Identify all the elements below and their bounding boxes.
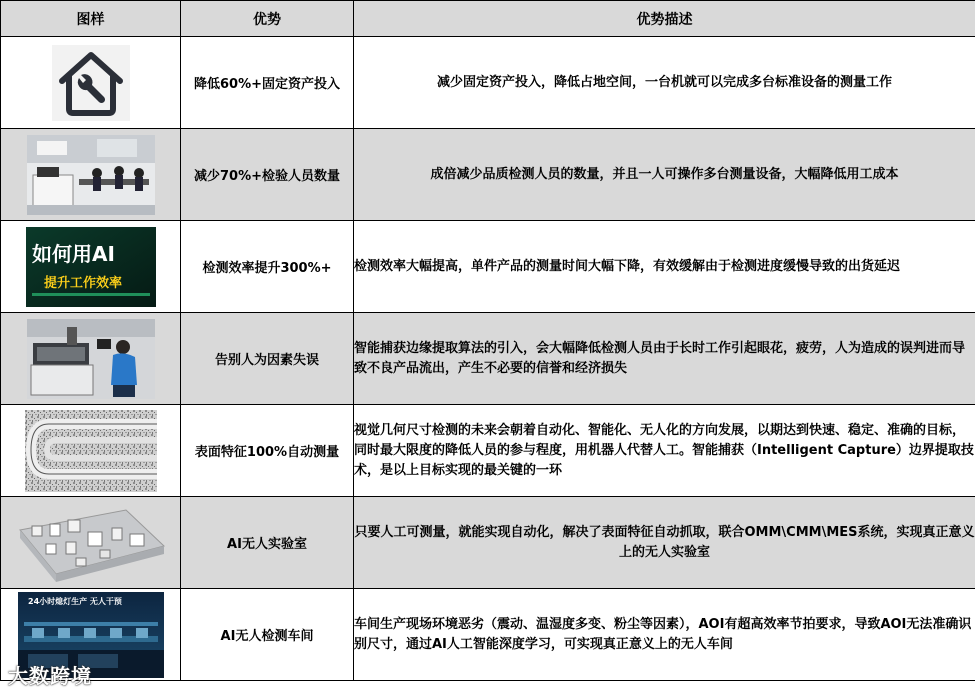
- image-cell: [1, 129, 181, 221]
- header-description: 优势描述: [354, 1, 975, 37]
- description-cell: 车间生产现场环境恶劣（震动、温湿度多变、粉尘等因素），AOI有超高效率节拍要求，导致AOI无法准确识别尺寸，通过AI人工智能深度学习，可实现真正意义上的无人车间: [354, 589, 975, 681]
- image-cell: [1, 313, 181, 405]
- surface-texture-image: [25, 410, 157, 492]
- operator-machine-photo: [27, 319, 155, 399]
- table-row: [1, 129, 975, 221]
- header-image: 图样: [1, 1, 181, 37]
- description-cell: 只要人工可测量，就能实现自动化，解决了表面特征自动抓取，联合OMM\CMM\MES系统，实现真正意义上的无人实验室: [354, 497, 975, 589]
- table-row: [1, 221, 975, 313]
- banner-title: 如何用AI: [31, 241, 115, 266]
- lab-layout-image: [16, 502, 166, 584]
- image-cell: [1, 221, 181, 313]
- description-cell: 视觉几何尺寸检测的未来会朝着自动化、智能化、无人化的方向发展，以期达到快速、稳定、准确的目标，同时最大限度的降低人员的参与程度，用机器人代替人工。智能捕获（Intelligent Capture）边界提取技术，是以上目标实现的最关键的一环: [354, 405, 975, 497]
- watermark-text: 大数跨境: [8, 664, 92, 688]
- advantage-cell: AI无人实验室: [181, 497, 354, 589]
- ai-banner-image: [26, 227, 156, 307]
- banner-subtitle: 提升工作效率: [43, 275, 122, 291]
- image-cell: [1, 497, 181, 589]
- inspection-room-photo: [27, 135, 155, 215]
- advantage-cell: 告别人为因素失误: [181, 313, 354, 405]
- description-cell: 减少固定资产投入，降低占地空间，一台机就可以完成多台标准设备的测量工作: [354, 37, 975, 129]
- advantage-cell: 减少70%+检验人员数量: [181, 129, 354, 221]
- table-row: [1, 589, 975, 681]
- description-cell: 检测效率大幅提高，单件产品的测量时间大幅下降，有效缓解由于检测进度缓慢导致的出货延迟: [354, 221, 975, 313]
- table-row: [1, 37, 975, 129]
- table-row: [1, 497, 975, 589]
- advantage-cell: 降低60%+固定资产投入: [181, 37, 354, 129]
- table-row: [1, 313, 975, 405]
- header-advantage: 优势: [181, 1, 354, 37]
- image-cell: [1, 37, 181, 129]
- advantage-cell: AI无人检测车间: [181, 589, 354, 681]
- advantage-cell: 检测效率提升300%+: [181, 221, 354, 313]
- table-row: [1, 405, 975, 497]
- advantage-cell: 表面特征100%自动测量: [181, 405, 354, 497]
- workshop-banner-text: 24小时熄灯生产 无人干预: [27, 596, 122, 606]
- image-cell: [1, 405, 181, 497]
- header-row: [1, 1, 975, 37]
- description-cell: 成倍减少品质检测人员的数量，并且一人可操作多台测量设备，大幅降低用工成本: [354, 129, 975, 221]
- description-cell: 智能捕获边缘提取算法的引入，会大幅降低检测人员由于长时工作引起眼花，疲劳，人为造成的误判进而导致不良产品流出，产生不必要的信誉和经济损失: [354, 313, 975, 405]
- house-wrench-icon: [52, 45, 130, 121]
